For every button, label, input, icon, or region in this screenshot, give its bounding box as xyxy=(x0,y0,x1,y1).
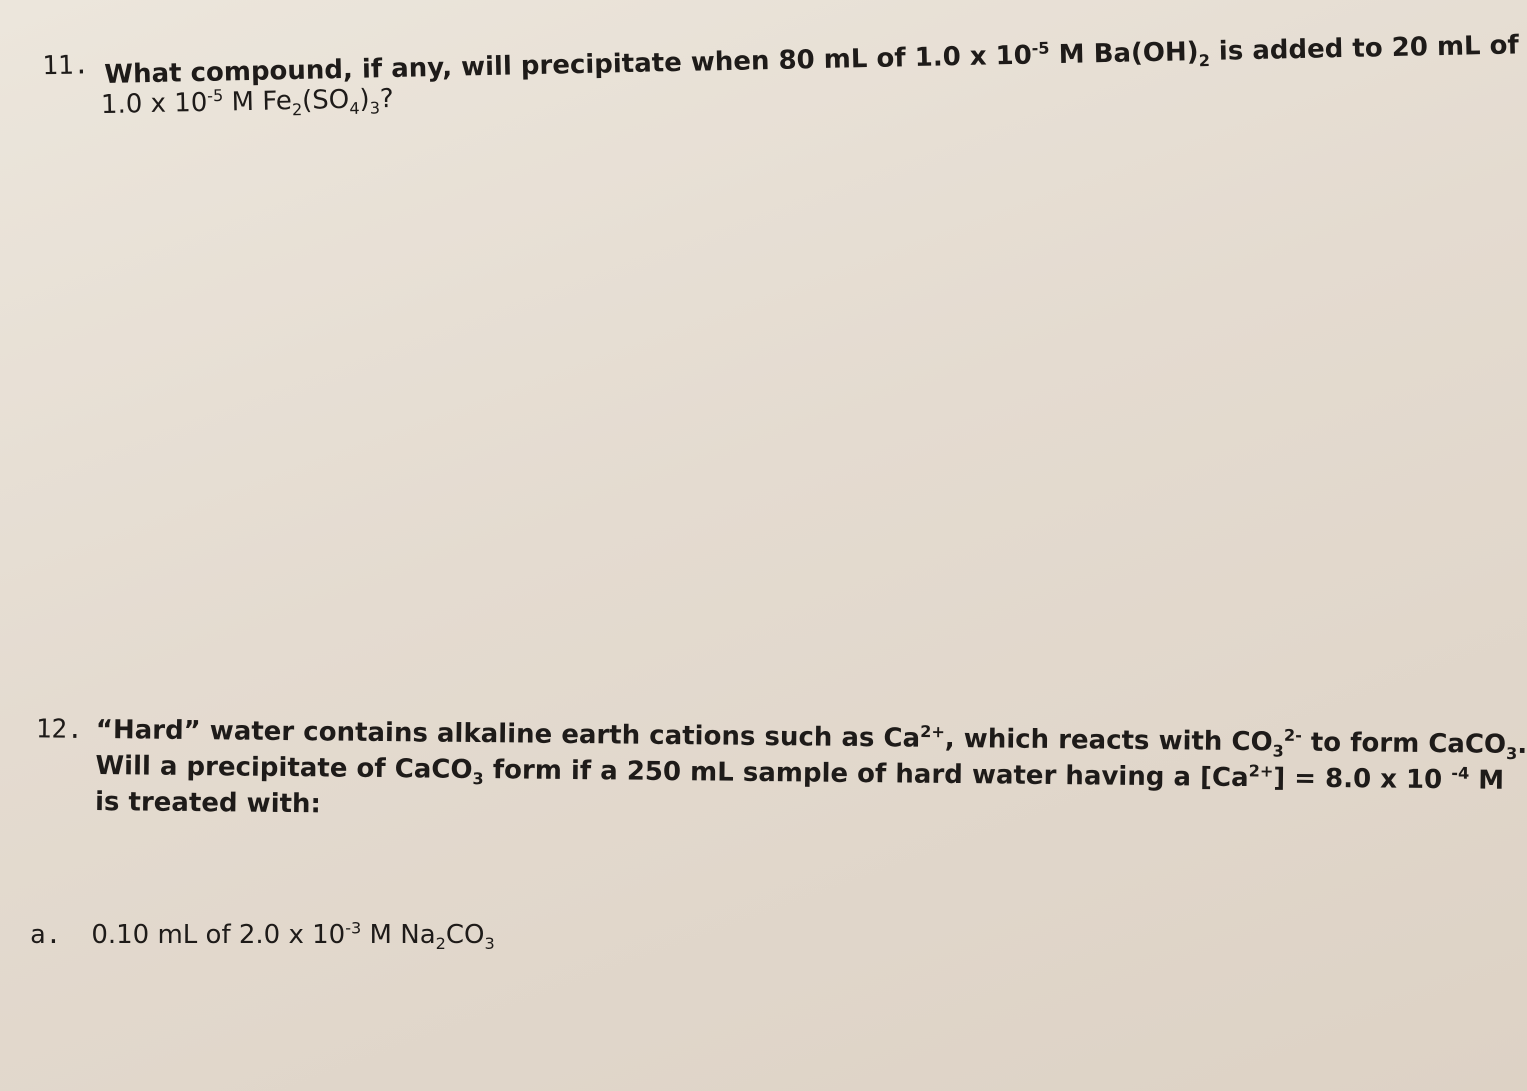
question-11-line-1: What compound, if any, will precipitate when 80 mL of 1.0 x $10^{-5}$ M $Ba(OH)_2$ is added to 20 mL of xyxy=(104,30,1520,90)
bleed-through-text xyxy=(70,160,79,190)
question-12-number: 12. xyxy=(35,714,83,745)
question-12-line-1: “Hard” water contains alkaline earth cations such as $Ca^{2+}$, which reacts with $CO_3^{2-}$ to form CaCO$_3$. xyxy=(95,714,1527,764)
part-a-text: 0.10 mL of 2.0 x $10^{-3}$ M $Na_2CO_3$ xyxy=(91,918,495,954)
question-11 xyxy=(41,28,1520,122)
question-12 xyxy=(35,712,1527,835)
question-11-line-2: 1.0 x $10^{-5}$ M $Fe_2(SO_4)_3$? xyxy=(100,83,395,121)
question-12-line-3: is treated with: xyxy=(94,786,322,820)
part-a-letter: a. xyxy=(30,920,62,950)
question-11-number: 11. xyxy=(41,50,90,82)
question-12-part-a xyxy=(30,918,495,952)
question-12-line-2: Will a precipitate of CaCO$_3$ form if a 250 mL sample of hard water having a $[Ca^{2+}] = 8.0$ x 10 $^{-4}$ M xyxy=(95,750,1505,796)
